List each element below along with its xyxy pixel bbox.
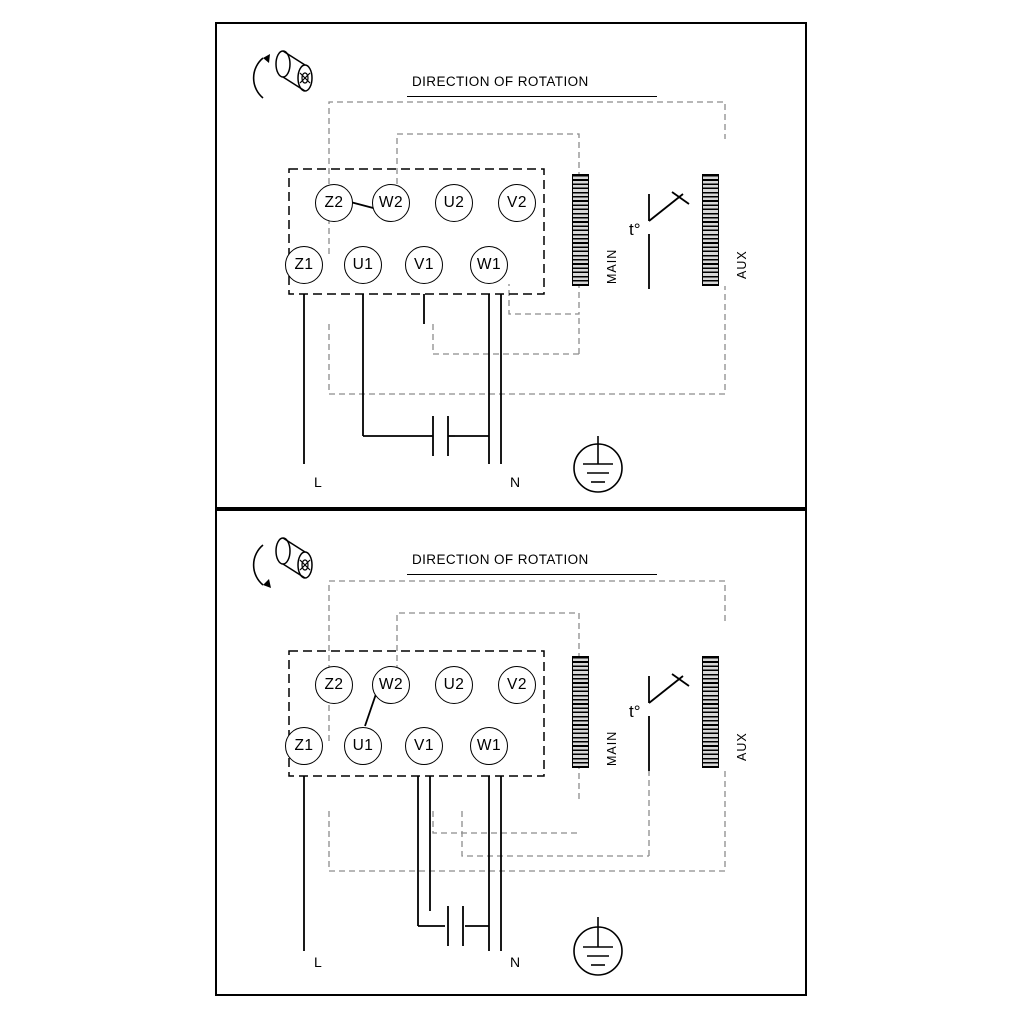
coil-main <box>572 656 589 768</box>
terminal-w1[interactable]: W1 <box>470 246 508 284</box>
earth-ground-icon <box>574 436 622 492</box>
coil-main-label: MAIN <box>605 248 619 284</box>
terminal-z1[interactable]: Z1 <box>285 246 323 284</box>
terminal-v2[interactable]: V2 <box>498 184 536 222</box>
panel-title-top: DIRECTION OF ROTATION <box>412 74 589 89</box>
thermal-switch-label: t° <box>629 702 641 721</box>
coil-aux <box>702 656 719 768</box>
terminal-z2[interactable]: Z2 <box>315 184 353 222</box>
thermal-switch-label: t° <box>629 220 641 239</box>
terminal-v1[interactable]: V1 <box>405 727 443 765</box>
supply-label-n: N <box>510 474 521 490</box>
terminal-u2[interactable]: U2 <box>435 184 473 222</box>
thermal-switch-symbol <box>649 192 689 289</box>
coil-aux-label: AUX <box>735 732 749 761</box>
terminal-u1[interactable]: U1 <box>344 727 382 765</box>
terminal-u2[interactable]: U2 <box>435 666 473 704</box>
coil-main <box>572 174 589 286</box>
thermal-switch-symbol <box>649 674 689 771</box>
terminal-v2[interactable]: V2 <box>498 666 536 704</box>
supply-label-l: L <box>314 474 322 490</box>
earth-ground-icon <box>574 917 622 975</box>
terminal-v1[interactable]: V1 <box>405 246 443 284</box>
supply-label-l: L <box>314 954 322 970</box>
diagram-panel-top <box>215 22 807 509</box>
terminal-w2[interactable]: W2 <box>372 184 410 222</box>
terminal-z1[interactable]: Z1 <box>285 727 323 765</box>
terminal-w2[interactable]: W2 <box>372 666 410 704</box>
panel-title-bottom: DIRECTION OF ROTATION <box>412 552 589 567</box>
coil-aux-label: AUX <box>735 250 749 279</box>
terminal-w1[interactable]: W1 <box>470 727 508 765</box>
supply-label-n: N <box>510 954 521 970</box>
terminal-u1[interactable]: U1 <box>344 246 382 284</box>
coil-main-label: MAIN <box>605 730 619 766</box>
terminal-z2[interactable]: Z2 <box>315 666 353 704</box>
diagram-panel-bottom <box>215 509 807 996</box>
coil-aux <box>702 174 719 286</box>
